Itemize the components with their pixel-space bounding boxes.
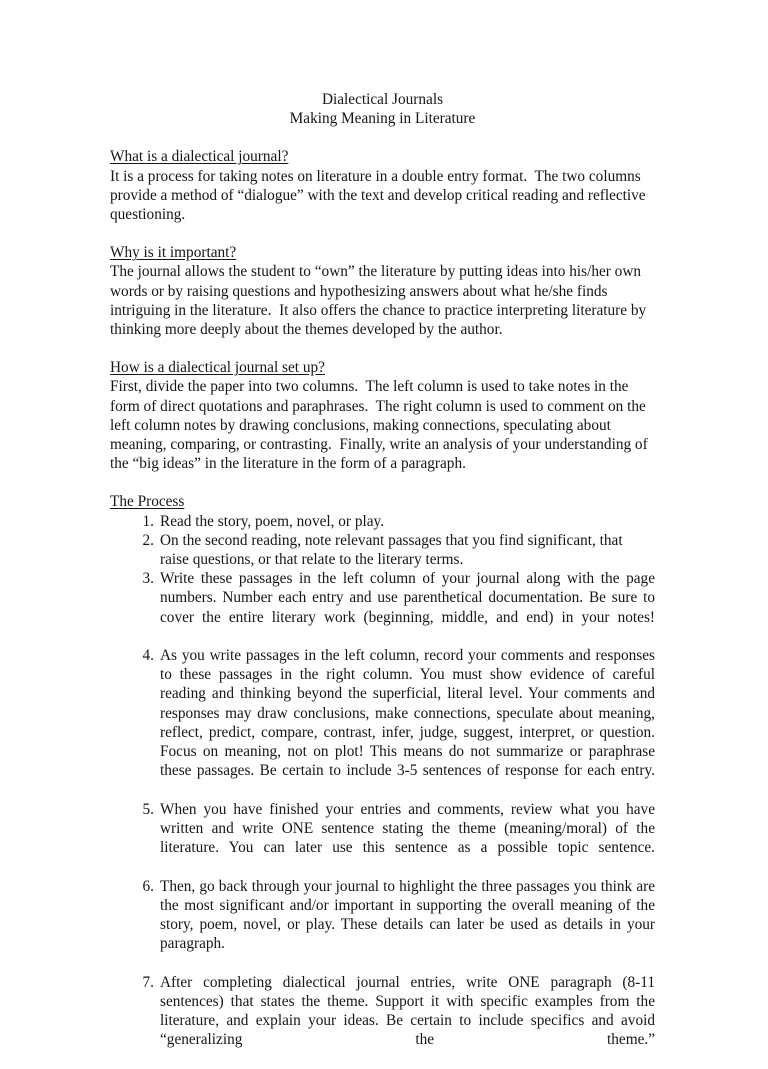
process-list-item-text: After completing dialectical journal entries, write ONE paragraph (8-11 sentences) that states the theme. Support it with specific examples from the literature, and explain your ideas. Be certain to include specifics and avoid “generalizing the theme.” [160, 973, 655, 1049]
section-body: It is a process for taking notes on literature in a double entry format. The two columns provide a method of “dialogue” with the text and develop critical reading and reflective questioning. [110, 167, 650, 224]
process-list-item [110, 512, 655, 531]
process-list-item [110, 531, 655, 569]
process-list-item [110, 973, 655, 1069]
section-heading-text: What is a dialectical journal? [110, 148, 289, 166]
process-list-item-text: As you write passages in the left column, record your comments and responses to these passages in the right column. You must show evidence of careful reading and thinking beyond the superficial, literal level. Your comments and responses may draw conclusions, make connections, speculate about meaning, reflect, predict, compare, contrast, infer, judge, suggest, interpret, or question. Focus on meaning, not on plot! This means do not summarize or paraphrase these passages. Be certain to include 3-5 sentences of response for each entry. [160, 647, 655, 780]
section-body: First, divide the paper into two columns. The left column is used to take notes in the form of direct quotations and paraphrases. The right column is used to comment on the left column notes by drawing conclusions, making connections, speculating about meaning, comparing, or contrasting. Finally, write an analysis of your understanding of the “big ideas” in the literature in the form of a paragraph. [110, 378, 652, 473]
section-heading [110, 243, 655, 262]
section-what-is-a-dialectical-journal [110, 147, 655, 224]
section-heading-text: Why is it important? [110, 244, 237, 262]
process-list-item-text: On the second reading, note relevant passages that you find significant, that raise questions, or that relate to the literary terms. [160, 531, 623, 569]
document-title [110, 90, 655, 128]
section-heading-text: How is a dialectical journal set up? [110, 359, 325, 377]
section-heading [110, 147, 655, 166]
section-how-is-a-dialectical-journal-set-up [110, 358, 655, 473]
document-title-line-1: Dialectical Journals [321, 91, 444, 108]
process-list-item-text: Write these passages in the left column of your journal along with the page numbers. Number each entry and use parenthetical documentation. Be sure to cover the entire literary work (beginning, middle, and end) in your notes! [160, 570, 655, 626]
process-heading-text: The Process [110, 493, 185, 511]
process-list-item-text: When you have finished your entries and comments, review what you have written and write ONE sentence stating the theme (meaning/moral) of the literature. You can later use this sentence as a possible topic sentence. [160, 800, 655, 857]
process-list [110, 512, 655, 1069]
section-body: The journal allows the student to “own” the literature by putting ideas into his/her own words or by raising questions and hypothesizing answers about what he/she finds intriguing in the literature. It also offers the chance to practice interpreting literature by thinking more deeply about the themes developed by the author. [110, 263, 651, 339]
process-list-item-text: Then, go back through your journal to highlight the three passages you think are the most significant and/or important in supporting the overall meaning of the story, poem, novel, or play. These details can later be used as details in your paragraph. [160, 877, 655, 953]
process-list-item [110, 800, 655, 877]
process-heading [110, 492, 655, 511]
document-title-line-2: Making Meaning in Literature [289, 110, 476, 128]
process-list-item [110, 646, 655, 800]
section-heading [110, 358, 655, 377]
process-list-item [110, 569, 655, 646]
section-the-process [110, 492, 655, 1068]
process-list-item [110, 877, 655, 973]
process-list-item-text: Read the story, poem, novel, or play. [160, 512, 385, 530]
section-why-is-it-important [110, 243, 655, 339]
